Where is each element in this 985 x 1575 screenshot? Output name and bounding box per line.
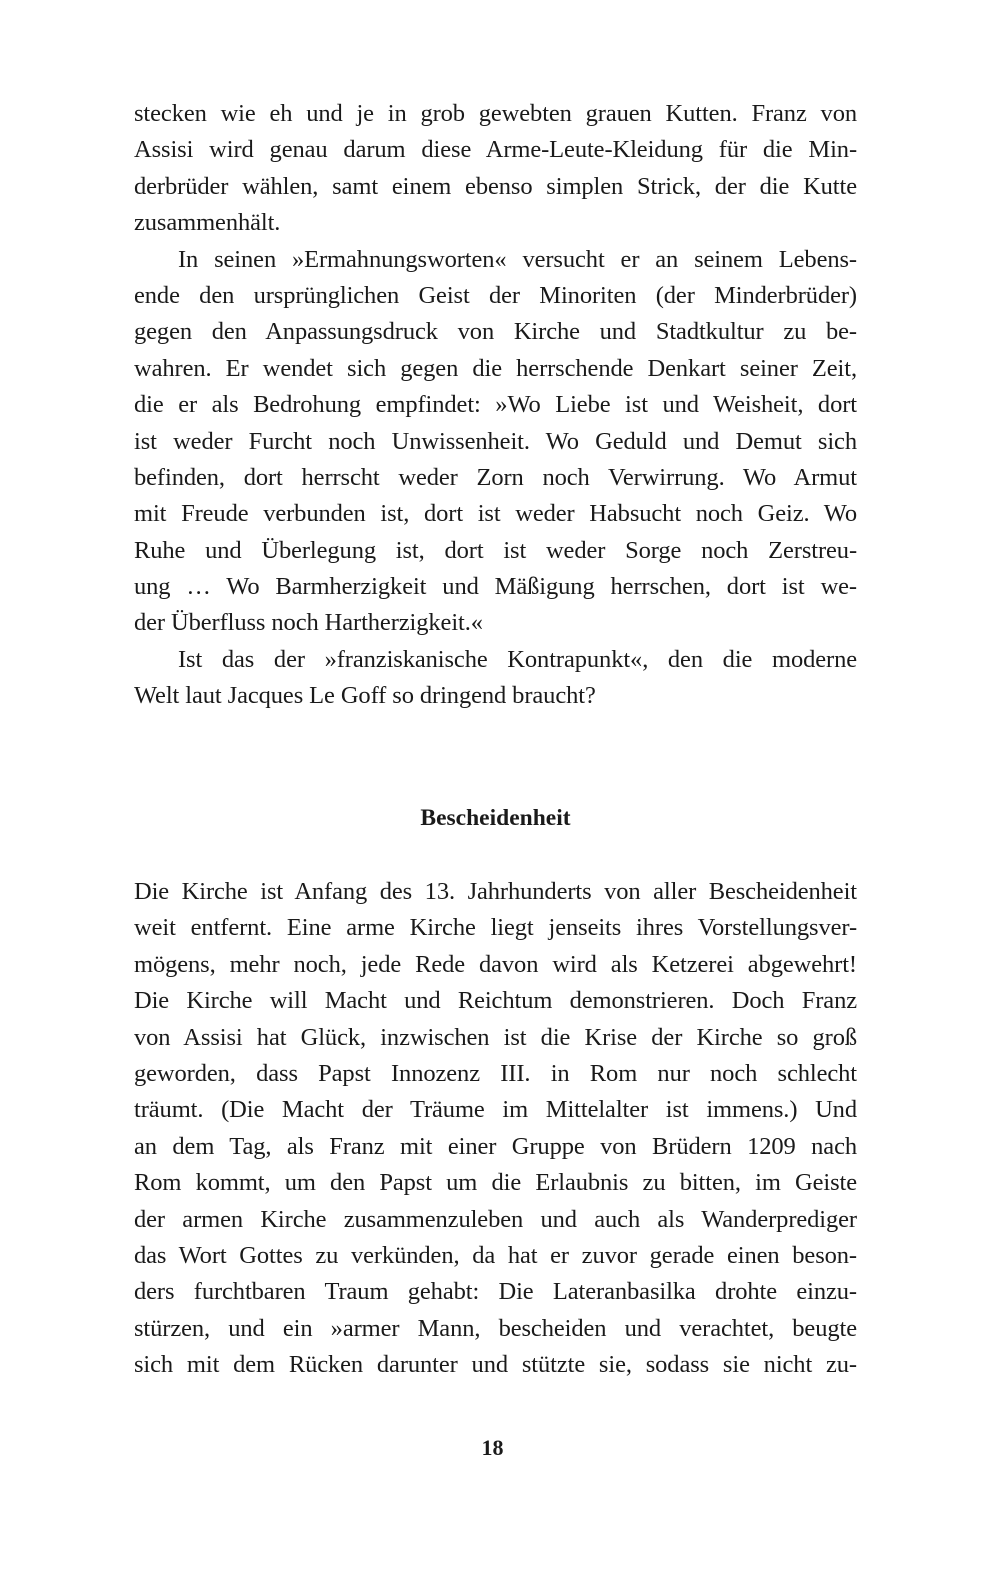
text-line: Rom kommt, um den Papst um die Erlaubnis zu bitten, im Geiste — [134, 1169, 857, 1197]
text-line: ung … Wo Barmherzigkeit und Mäßigung herrschen, dort ist we- — [134, 573, 857, 601]
text-line: sich mit dem Rücken darunter und stützte sie, sodass sie nicht zu- — [134, 1351, 857, 1379]
text-line: Die Kirche ist Anfang des 13. Jahrhunderts von aller Bescheidenheit — [134, 878, 857, 905]
text-line: weit entfernt. Eine arme Kirche liegt jenseits ihres Vorstellungsver- — [134, 914, 857, 942]
text-line: Ruhe und Überlegung ist, dort ist weder Sorge noch Zerstreu- — [134, 536, 857, 564]
text-line: Ist das der »franziskanische Kontrapunkt«, den die moderne — [178, 645, 857, 673]
text-line: mit Freude verbunden ist, dort ist weder Habsucht noch Geiz. Wo — [134, 500, 857, 528]
text-line: ders furchtbaren Traum gehabt: Die Lateranbasilka drohte einzu- — [134, 1278, 857, 1306]
text-line: wahren. Er wendet sich gegen die herrschende Denkart seiner Zeit, — [134, 354, 857, 382]
text-section-2 — [134, 874, 857, 1383]
text-line: geworden, dass Papst Innozenz III. in Rom nur noch schlecht — [134, 1059, 857, 1087]
text-line: Assisi wird genau darum diese Arme-Leute-Kleidung für die Min- — [134, 136, 857, 164]
text-line: derbrüder wählen, samt einem ebenso simplen Strick, der die Kutte — [134, 172, 857, 200]
text-line: ende den ursprünglichen Geist der Minoriten (der Minderbrüder) — [134, 281, 857, 309]
text-line: befinden, dort herrscht weder Zorn noch Verwirrung. Wo Armut — [134, 463, 857, 491]
text-line: Welt laut Jacques Le Goff so dringend braucht? — [134, 682, 596, 710]
text-line: träumt. (Die Macht der Träume im Mittelalter ist immens.) Und — [134, 1096, 857, 1124]
text-line: stecken wie eh und je in grob gewebten grauen Kutten. Franz von — [134, 100, 857, 127]
section-heading: Bescheidenheit — [420, 805, 571, 831]
text-line: Die Kirche will Macht und Reichtum demonstrieren. Doch Franz — [134, 987, 857, 1015]
text-line: stürzen, und ein »armer Mann, bescheiden und verachtet, beugte — [134, 1314, 857, 1342]
text-line: gegen den Anpassungsdruck von Kirche und Stadtkultur zu be- — [134, 318, 857, 346]
text-line: mögens, mehr noch, jede Rede davon wird als Ketzerei abgewehrt! — [134, 950, 857, 978]
text-line: der Überfluss noch Hartherzigkeit.« — [134, 609, 483, 637]
text-line: die er als Bedrohung empfindet: »Wo Liebe ist und Weisheit, dort — [134, 391, 857, 419]
text-line: von Assisi hat Glück, inzwischen ist die Krise der Kirche so groß — [134, 1023, 857, 1051]
text-line: das Wort Gottes zu verkünden, da hat er zuvor gerade einen beson- — [134, 1241, 857, 1269]
text-line: an dem Tag, als Franz mit einer Gruppe von Brüdern 1209 nach — [134, 1132, 857, 1160]
text-line: zusammenhält. — [134, 209, 281, 237]
text-line: ist weder Furcht noch Unwissenheit. Wo Geduld und Demut sich — [134, 427, 857, 455]
page-number: 18 — [481, 1435, 504, 1460]
text-line: der armen Kirche zusammenzuleben und auch als Wanderprediger — [134, 1205, 857, 1233]
text-section-1 — [134, 96, 857, 715]
text-line: In seinen »Ermahnungsworten« versucht er an seinem Lebens- — [178, 245, 857, 273]
